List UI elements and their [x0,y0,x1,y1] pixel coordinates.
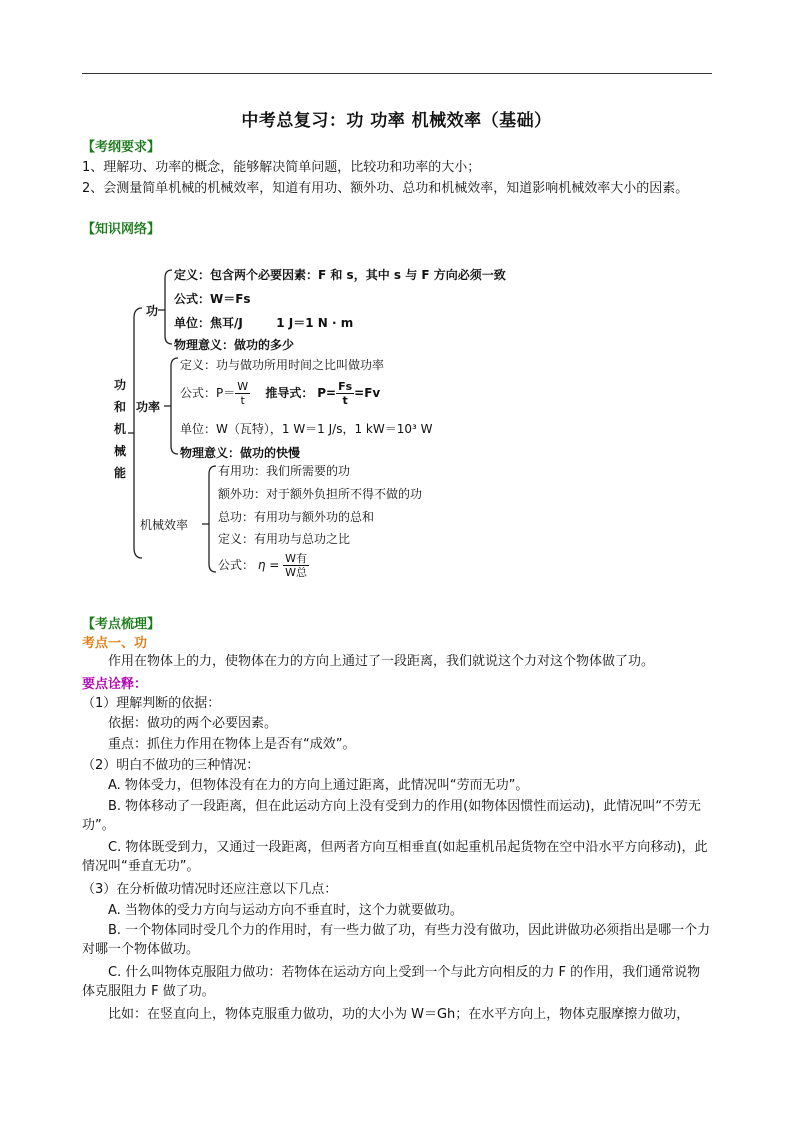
power-unit: 单位：W（瓦特），1 W＝1 J/s，1 kW＝10³ W [180,422,433,436]
eta-symbol: η = [257,558,280,572]
efficiency-formula [218,552,309,579]
power-label: 功率 [136,400,161,414]
fraction-numerator: Fs [338,380,353,393]
root-label [114,374,130,484]
note-line: 依据：做功的两个必要因素。 [108,716,278,731]
knowledge-network-diagram [112,262,552,592]
note-line: （1）理解判断的依据： [82,696,221,711]
key-point-1: 考点一、功 [82,636,148,651]
notes-heading: 要点诠释： [82,677,148,692]
note-line: B. 一个物体同时受几个力的作用时，有一些力做了功，有些力没有做功，因此讲做功必须指出是哪一个力对哪一个物体做功。 [82,923,711,957]
root-char: 械 [114,444,127,458]
note-line: C. 什么叫物体克服阻力做功：若物体在运动方向上受到一个与此方向相反的力 F 的作用，我们通常说物体克服阻力 F 做了功。 [82,965,701,999]
efficiency-useful: 有用功：我们所需要的功 [218,464,351,478]
note-line: （2）明白不做功的三种情况： [82,758,260,773]
work-unit: 单位：焦耳/J 1 J＝1 N · m [174,316,354,330]
power-formula-prefix: 公式：P＝ [180,386,236,400]
header-rule [82,73,712,74]
work-formula: 公式：W＝Fs [174,292,251,306]
network-heading: 【知识网络】 [82,222,161,237]
syllabus-heading: 【考纲要求】 [82,140,161,155]
syllabus-item-1: 1、理解功、功率的概念，能够解决简单问题，比较功和功率的大小； [82,160,481,175]
fraction-numerator: W有 [285,552,308,565]
fraction-denominator: t [240,394,245,407]
efficiency-extra: 额外功：对于额外负担所不得不做的功 [218,487,423,501]
efficiency-fraction [283,552,309,579]
efficiency-total: 总功：有用功与额外功的总和 [218,510,375,524]
work-meaning: 物理意义：做功的多少 [174,338,295,352]
key-point-1-text: 作用在物体上的力，使物体在力的方向上通过了一段距离，我们就说这个力对这个物体做了功。 [108,654,655,669]
note-line: 比如：在竖直向上，物体克服重力做功，功的大小为 W＝Gh；在水平方向上，物体克服摩擦力做功， [108,1007,690,1022]
note-line: A. 当物体的受力方向与运动方向不垂直时，这个力就要做功。 [108,903,463,918]
efficiency-formula-prefix: 公式： [218,558,255,572]
root-char: 和 [114,400,127,414]
derived-fraction [336,380,354,407]
efficiency-definition: 定义：有用功与总功之比 [218,532,351,546]
power-fraction [235,380,250,407]
power-formula [180,380,380,407]
efficiency-label: 机械效率 [140,518,189,532]
work-definition: 定义：包含两个必要因素：F 和 s，其中 s 与 F 方向必须一致 [174,268,506,282]
fraction-denominator: t [342,394,348,407]
root-char: 功 [114,378,127,392]
syllabus-item-2: 2、会测量简单机械的机械效率，知道有用功、额外功、总功和机械效率，知道影响机械效率大小的因素。 [82,181,689,196]
derived-p: P= [317,386,337,400]
root-char: 能 [114,466,127,480]
power-definition: 定义：功与做功所用时间之比叫做功率 [180,358,385,372]
fraction-denominator: W总 [285,566,308,579]
fraction-numerator: W [237,380,249,393]
page-title: 中考总复习：功 功率 机械效率（基础） [241,111,552,131]
note-line: 重点：抓住力作用在物体上是否有“成效”。 [108,737,356,752]
power-meaning: 物理意义：做功的快慢 [180,446,301,460]
note-line: （3）在分析做功情况时还应注意以下几点： [82,882,338,897]
note-line: B. 物体移动了一段距离，但在此运动方向上没有受到力的作用(如物体因惯性而运动)，此情况叫“不劳无功”。 [82,799,702,833]
derived-prefix: 推导式： [265,386,314,400]
note-line: C. 物体既受到力，又通过一段距离，但两者方向互相垂直(如起重机吊起货物在空中沿水平方向移动)，此情况叫“垂直无功”。 [82,840,708,874]
root-char: 机 [114,422,127,436]
points-heading: 【考点梳理】 [82,617,161,632]
work-label: 功 [146,304,159,318]
derived-suffix: =Fv [354,386,381,400]
note-line: A. 物体受力，但物体没有在力的方向上通过距离，此情况叫“劳而无功”。 [108,778,529,793]
